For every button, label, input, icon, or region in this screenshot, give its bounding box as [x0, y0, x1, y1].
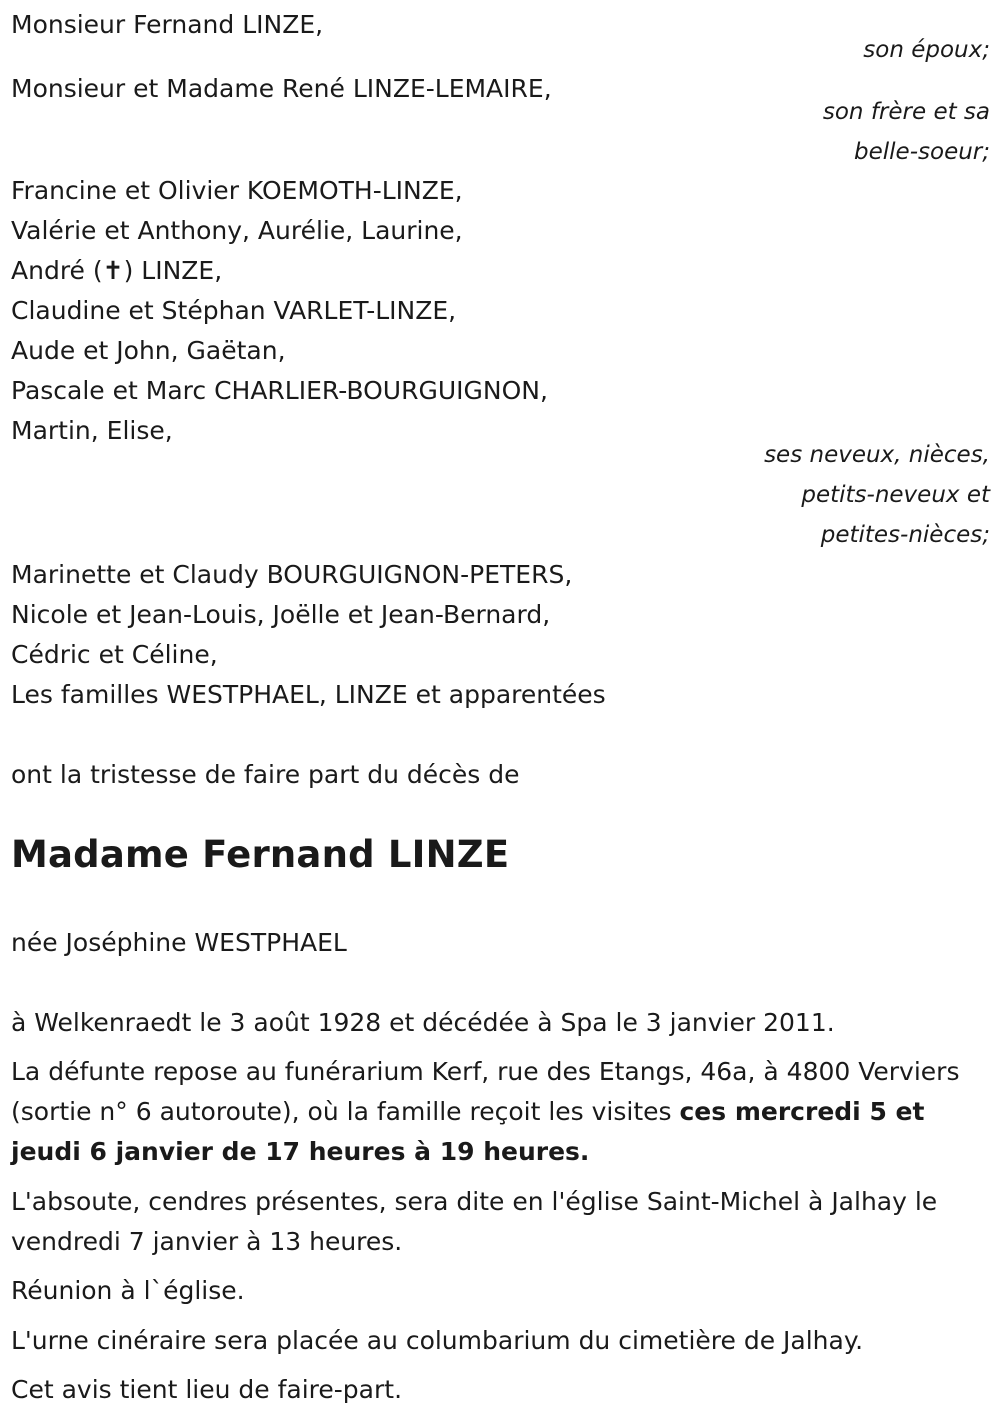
notice-text: Cet avis tient lieu de faire-part.	[11, 1375, 403, 1404]
nephew-line: Martin, Elise,	[11, 416, 173, 445]
visitation-paragraph	[11, 1052, 991, 1172]
nephews-role-line-1: ses neveux, nièces,	[764, 442, 990, 468]
brother-name: Monsieur et Madame René LINZE-LEMAIRE,	[11, 74, 552, 103]
nephew-line: Pascale et Marc CHARLIER-BOURGUIGNON,	[11, 376, 548, 405]
other-family-line: Nicole et Jean-Louis, Joëlle et Jean-Bernard,	[11, 600, 551, 629]
visitation-text: La défunte repose au funérarium Kerf, rue des Etangs, 46a, à 4800 Verviers (sortie n° 6 autoroute), où la famille reçoit les visites	[11, 1057, 960, 1126]
intro-text: ont la tristesse de faire part du décès de	[11, 760, 520, 789]
nephew-line: Claudine et Stéphan VARLET-LINZE,	[11, 296, 457, 325]
husband-role: son époux;	[863, 37, 990, 63]
other-family-line: Cédric et Céline,	[11, 640, 218, 669]
deceased-name: Madame Fernand LINZE	[11, 833, 510, 876]
brother-role-line-1: son frère et sa	[822, 99, 990, 125]
brother-role-line-2: belle-soeur;	[854, 139, 990, 165]
urn-text: L'urne cinéraire sera placée au columbarium du cimetière de Jalhay.	[11, 1326, 864, 1355]
nephews-role-line-3: petites-nièces;	[820, 522, 990, 548]
nephew-line: Valérie et Anthony, Aurélie, Laurine,	[11, 216, 463, 245]
nephew-line: André (✝) LINZE,	[11, 256, 223, 285]
visitation-times: ces mercredi 5 et jeudi 6 janvier de 17 heures à 19 heures.	[11, 1097, 925, 1166]
other-family-line: Les familles WESTPHAEL, LINZE et apparentées	[11, 680, 606, 709]
nephew-line: Aude et John, Gaëtan,	[11, 336, 286, 365]
nephew-line: Francine et Olivier KOEMOTH-LINZE,	[11, 176, 463, 205]
birth-death-text: à Welkenraedt le 3 août 1928 et décédée à Spa le 3 janvier 2011.	[11, 1008, 835, 1037]
meeting-text: Réunion à l`église.	[11, 1276, 245, 1305]
husband-name: Monsieur Fernand LINZE,	[11, 10, 324, 39]
other-family-line: Marinette et Claudy BOURGUIGNON-PETERS,	[11, 560, 573, 589]
ceremony-text: L'absoute, cendres présentes, sera dite en l'église Saint-Michel à Jalhay le vendredi 7 janvier à 13 heures.	[11, 1187, 938, 1256]
nephews-role-line-2: petits-neveux et	[801, 482, 990, 508]
maiden-name: née Joséphine WESTPHAEL	[11, 928, 347, 957]
